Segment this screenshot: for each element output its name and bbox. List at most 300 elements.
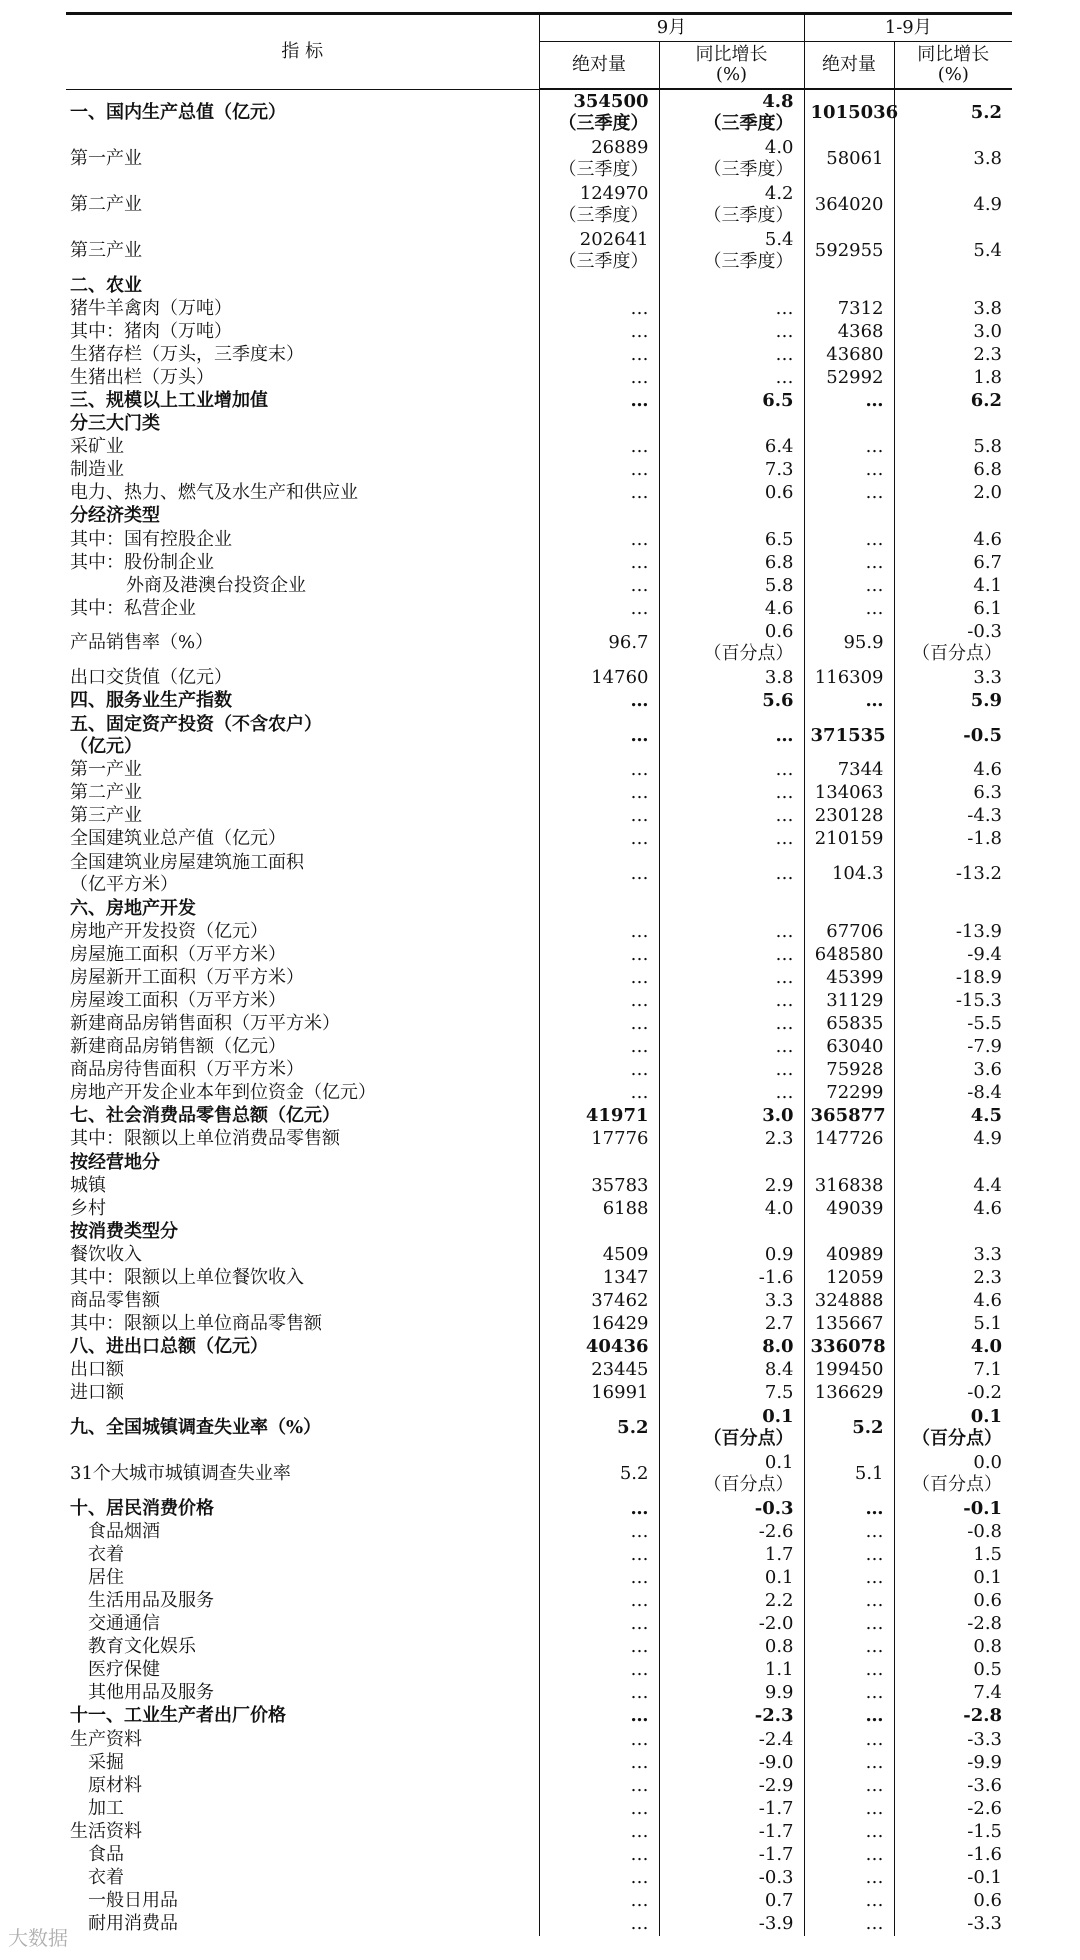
- ytd-absolute-cell: 43680: [804, 343, 894, 366]
- ytd-absolute-cell: [804, 505, 894, 528]
- ytd-absolute-cell: …: [804, 1613, 894, 1636]
- sep-yoy-cell: …: [659, 805, 804, 828]
- sep-absolute-cell: …: [539, 1082, 659, 1105]
- sep-absolute-cell: 37462: [539, 1290, 659, 1313]
- sep-yoy-cell: …: [659, 297, 804, 320]
- sep-absolute-cell: …: [539, 805, 659, 828]
- row-label: 城镇: [66, 1174, 539, 1197]
- table-row: [66, 136, 1012, 182]
- ytd-yoy-cell: -13.2: [955, 862, 1003, 884]
- ytd-absolute-cell: …: [804, 574, 894, 597]
- row-label: 原材料: [66, 1774, 539, 1797]
- table-row: [66, 1290, 1012, 1313]
- ytd-absolute-cell: …: [804, 436, 894, 459]
- sep-yoy-cell: 0.8: [659, 1636, 804, 1659]
- ytd-absolute-cell: …: [804, 1728, 894, 1751]
- sep-yoy-cell: 3.0: [659, 1105, 804, 1128]
- ytd-absolute-cell: …: [804, 1566, 894, 1589]
- table-row: [66, 943, 1012, 966]
- ytd-yoy-cell: 6.2: [970, 390, 1003, 412]
- sep-absolute-cell: …: [539, 1543, 659, 1566]
- ytd-absolute-cell: …: [804, 1636, 894, 1659]
- sep-yoy-cell: …: [659, 759, 804, 782]
- ytd-yoy-cell: 0.1: [973, 1566, 1003, 1588]
- row-label: 其中：限额以上单位餐饮收入: [66, 1266, 539, 1289]
- ytd-yoy-cell: 5.1: [973, 1313, 1003, 1335]
- table-row: [66, 1797, 1012, 1820]
- sep-yoy-cell: 0.7: [659, 1890, 804, 1913]
- sep-yoy-cell: -1.7: [659, 1843, 804, 1866]
- ytd-absolute-cell: 67706: [804, 920, 894, 943]
- row-label: 第一产业: [66, 136, 539, 182]
- ytd-yoy-cell: 4.9: [973, 1128, 1003, 1150]
- ytd-yoy-cell: 5.8: [973, 436, 1003, 458]
- sep-yoy-cell: -1.7: [659, 1820, 804, 1843]
- ytd-yoy-cell: 6.7: [973, 551, 1003, 573]
- sep-yoy-cell: …: [659, 1036, 804, 1059]
- sep-yoy-cell: -2.9: [659, 1774, 804, 1797]
- sep-absolute-cell: …: [539, 1682, 659, 1705]
- sep-yoy-cell: -2.3: [659, 1705, 804, 1728]
- ytd-yoy-cell: -9.4: [967, 943, 1003, 965]
- row-label: 采掘: [66, 1751, 539, 1774]
- ytd-yoy-cell: 3.3: [973, 1243, 1003, 1265]
- ytd-absolute-cell: 199450: [804, 1359, 894, 1382]
- ytd-absolute-cell: 135667: [804, 1313, 894, 1336]
- row-label: 二、农业: [66, 274, 539, 297]
- sep-absolute-cell: 5.2: [539, 1405, 659, 1451]
- ytd-absolute-cell: 324888: [804, 1290, 894, 1313]
- ytd-absolute-cell: …: [804, 1659, 894, 1682]
- sep-yoy-cell: -2.0: [659, 1613, 804, 1636]
- ytd-yoy-cell: -13.9: [955, 920, 1003, 942]
- ytd-absolute-cell: [804, 274, 894, 297]
- row-label: 产品销售率（%）: [66, 620, 539, 666]
- sep-absolute-cell: …: [539, 690, 659, 713]
- row-label: 其中：限额以上单位商品零售额: [66, 1313, 539, 1336]
- ytd-yoy-cell: -0.1: [963, 1497, 1003, 1519]
- sep-yoy-cell: -1.6: [659, 1266, 804, 1289]
- ytd-absolute-cell: 65835: [804, 1012, 894, 1035]
- table-row: [66, 1497, 1012, 1520]
- table-row: [66, 1036, 1012, 1059]
- ytd-yoy-cell: 0.8: [973, 1636, 1003, 1658]
- sep-yoy-cell: 4.0 （三季度）: [659, 136, 804, 182]
- row-label: 交通通信: [66, 1613, 539, 1636]
- sep-yoy-cell: …: [659, 920, 804, 943]
- ytd-absolute-cell: [804, 1151, 894, 1174]
- row-label: 其中：限额以上单位消费品零售额: [66, 1128, 539, 1151]
- sep-yoy-cell: 4.2 （三季度）: [659, 182, 804, 228]
- sep-yoy-cell: 4.8 （三季度）: [659, 89, 804, 136]
- ytd-absolute-cell: [804, 413, 894, 436]
- sep-absolute-cell: …: [539, 989, 659, 1012]
- sep-yoy-cell: …: [659, 782, 804, 805]
- table-row: [66, 505, 1012, 528]
- sep-yoy-cell: -1.7: [659, 1797, 804, 1820]
- sep-absolute-cell: …: [539, 1566, 659, 1589]
- ytd-yoy-cell: -3.3: [967, 1728, 1003, 1750]
- sep-yoy-cell: 4.0: [659, 1197, 804, 1220]
- table-row: [66, 1059, 1012, 1082]
- row-label: 其他用品及服务: [66, 1682, 539, 1705]
- table-row: [66, 1867, 1012, 1890]
- table-row: [66, 1820, 1012, 1843]
- sep-yoy-cell: 8.4: [659, 1359, 804, 1382]
- sep-absolute-cell: …: [539, 1520, 659, 1543]
- table-row: [66, 1543, 1012, 1566]
- ytd-yoy-cell: 2.0: [973, 482, 1003, 504]
- sep-yoy-cell: -2.4: [659, 1728, 804, 1751]
- table-row: [66, 1405, 1012, 1451]
- row-label: 第二产业: [66, 782, 539, 805]
- ytd-yoy-cell: 3.8: [973, 297, 1003, 319]
- ytd-yoy-cell: [894, 274, 1012, 297]
- ytd-absolute-cell: 5.1: [804, 1451, 894, 1497]
- ytd-yoy-cell: -15.3: [955, 989, 1003, 1011]
- sep-absolute-cell: 14760: [539, 666, 659, 689]
- row-label: 生产资料: [66, 1728, 539, 1751]
- sep-absolute-cell: …: [539, 1890, 659, 1913]
- ytd-yoy-cell: -0.1: [967, 1867, 1003, 1889]
- row-label: 按消费类型分: [66, 1220, 539, 1243]
- ytd-absolute-cell: 95.9: [804, 620, 894, 666]
- table-row: [66, 413, 1012, 436]
- table-row: [66, 1105, 1012, 1128]
- sep-yoy-cell: …: [659, 1082, 804, 1105]
- ytd-absolute-cell: 336078: [804, 1336, 894, 1359]
- sep-absolute-cell: …: [539, 574, 659, 597]
- ytd-absolute-cell: 136629: [804, 1382, 894, 1405]
- table-row: [66, 1751, 1012, 1774]
- table-row: [66, 851, 1012, 897]
- sep-yoy-cell: [659, 1151, 804, 1174]
- table-row: [66, 297, 1012, 320]
- table-row: [66, 1451, 1012, 1497]
- table-row: [66, 274, 1012, 297]
- table-row: [66, 1128, 1012, 1151]
- table-row: [66, 1613, 1012, 1636]
- jan-sep-header: 1-9月: [804, 14, 1012, 42]
- table-row: [66, 713, 1012, 759]
- sep-yoy-cell: 3.8: [659, 666, 804, 689]
- table-row: [66, 528, 1012, 551]
- sep-yoy-cell: 5.6: [659, 690, 804, 713]
- table-row: [66, 1243, 1012, 1266]
- sep-yoy-cell: 6.8: [659, 551, 804, 574]
- sep-absolute-cell: …: [539, 1497, 659, 1520]
- table-row: [66, 828, 1012, 851]
- row-label: 其中：国有控股企业: [66, 528, 539, 551]
- ytd-absolute-cell: …: [804, 551, 894, 574]
- table-row: [66, 551, 1012, 574]
- table-row: [66, 1636, 1012, 1659]
- sep-absolute-cell: …: [539, 943, 659, 966]
- table-row: [66, 782, 1012, 805]
- sep-absolute-cell: 16429: [539, 1313, 659, 1336]
- row-label: 七、社会消费品零售总额（亿元）: [66, 1105, 539, 1128]
- ytd-absolute-cell: 104.3: [804, 851, 894, 897]
- sep-absolute-cell: [539, 897, 659, 920]
- ytd-absolute-cell: …: [804, 1520, 894, 1543]
- row-label: 分三大门类: [66, 413, 539, 436]
- ytd-absolute-cell: 75928: [804, 1059, 894, 1082]
- sep-yoy-cell: 8.0: [659, 1336, 804, 1359]
- ytd-absolute-cell: 7344: [804, 759, 894, 782]
- ytd-absolute-cell: …: [804, 1913, 894, 1936]
- sep-absolute-cell: …: [539, 597, 659, 620]
- sep-absolute-cell: 41971: [539, 1105, 659, 1128]
- ytd-absolute-cell: 5.2: [804, 1405, 894, 1451]
- ytd-absolute-cell: 147726: [804, 1128, 894, 1151]
- ytd-absolute-cell: …: [804, 597, 894, 620]
- row-label: 四、服务业生产指数: [66, 690, 539, 713]
- sep-yoy-cell: 6.5: [659, 389, 804, 412]
- ytd-yoy-cell: -0.2: [967, 1382, 1003, 1404]
- table-row: [66, 690, 1012, 713]
- ytd-yoy-cell: 3.0: [973, 320, 1003, 342]
- sep-absolute-cell: …: [539, 1774, 659, 1797]
- sep-absolute-cell: …: [539, 713, 659, 759]
- ytd-absolute-cell: …: [804, 1843, 894, 1866]
- statistics-table-container: [66, 12, 1012, 1936]
- table-row: [66, 1659, 1012, 1682]
- sep-absolute-cell: …: [539, 1659, 659, 1682]
- table-row: [66, 1082, 1012, 1105]
- table-row: [66, 459, 1012, 482]
- sep-yoy-cell: 3.3: [659, 1290, 804, 1313]
- ytd-absolute-cell: 648580: [804, 943, 894, 966]
- row-label: 三、规模以上工业增加值: [66, 389, 539, 412]
- table-row: [66, 1589, 1012, 1612]
- row-label: 食品: [66, 1843, 539, 1866]
- table-row: [66, 320, 1012, 343]
- row-label: 乡村: [66, 1197, 539, 1220]
- row-label: 房屋竣工面积（万平方米）: [66, 989, 539, 1012]
- table-row: [66, 1197, 1012, 1220]
- row-label: 采矿业: [66, 436, 539, 459]
- ytd-absolute-cell: 72299: [804, 1082, 894, 1105]
- ytd-yoy-cell: 0.6: [973, 1890, 1003, 1912]
- sep-yoy-cell: 0.1 （百分点）: [659, 1405, 804, 1451]
- ytd-yoy-cell: -1.8: [967, 828, 1003, 850]
- row-label: 31个大城市城镇调查失业率: [66, 1451, 539, 1497]
- table-row: [66, 1566, 1012, 1589]
- sep-yoy-cell: [659, 1220, 804, 1243]
- sep-yoy-cell: …: [659, 320, 804, 343]
- row-label: 一、国内生产总值（亿元）: [66, 89, 539, 136]
- row-label: 房屋施工面积（万平方米）: [66, 943, 539, 966]
- ytd-yoy-cell: 4.0: [970, 1336, 1003, 1358]
- ytd-absolute-cell: 365877: [804, 1105, 894, 1128]
- row-label: 其中：股份制企业: [66, 551, 539, 574]
- ytd-yoy-cell: -4.3: [967, 805, 1003, 827]
- table-row: [66, 1313, 1012, 1336]
- sep-yoy-cell: 0.1: [659, 1566, 804, 1589]
- ytd-absolute-cell: …: [804, 1774, 894, 1797]
- sep-absolute-cell: 16991: [539, 1382, 659, 1405]
- table-row: [66, 620, 1012, 666]
- statistics-table: [66, 12, 1012, 1936]
- ytd-yoy-cell: 5.2: [970, 102, 1003, 123]
- row-label: 商品房待售面积（万平方米）: [66, 1059, 539, 1082]
- ytd-absolute-cell: …: [804, 1820, 894, 1843]
- row-label: 十、居民消费价格: [66, 1497, 539, 1520]
- table-row: [66, 1220, 1012, 1243]
- row-label: 生猪出栏（万头）: [66, 366, 539, 389]
- table-row: [66, 1266, 1012, 1289]
- ytd-absolute-cell: 210159: [804, 828, 894, 851]
- table-row: [66, 343, 1012, 366]
- row-label: 出口额: [66, 1359, 539, 1382]
- ytd-yoy-cell: 3.3: [973, 666, 1003, 688]
- table-row: [66, 1843, 1012, 1866]
- ytd-yoy-cell: -3.3: [967, 1913, 1003, 1935]
- sep-yoy-cell: -0.3: [659, 1867, 804, 1890]
- sep-absolute-cell: …: [539, 343, 659, 366]
- ytd-absolute-cell: 1015036: [804, 89, 894, 136]
- sep-absolute-cell: …: [539, 297, 659, 320]
- sep-absolute-cell: …: [539, 1059, 659, 1082]
- table-row: [66, 1890, 1012, 1913]
- ytd-yoy-cell: -7.9: [967, 1036, 1003, 1058]
- sep-yoy-cell: 5.4 （三季度）: [659, 228, 804, 274]
- ytd-yoy-cell: 1.5: [973, 1543, 1003, 1565]
- sep-yoy-cell: 2.9: [659, 1174, 804, 1197]
- sep-yoy-cell: 9.9: [659, 1682, 804, 1705]
- sep-yoy-cell: [659, 897, 804, 920]
- row-label: 房地产开发企业本年到位资金（亿元）: [66, 1082, 539, 1105]
- ytd-absolute-cell: 12059: [804, 1266, 894, 1289]
- ytd-yoy-cell: [894, 1151, 1012, 1174]
- sep-yoy-cell: 7.5: [659, 1382, 804, 1405]
- sep-absolute-cell: [539, 1151, 659, 1174]
- sep-absolute-cell: …: [539, 1751, 659, 1774]
- ytd-yoy-cell: 3.8: [973, 148, 1003, 169]
- ytd-absolute-cell: …: [804, 1867, 894, 1890]
- row-label: 出口交货值（亿元）: [66, 666, 539, 689]
- sep-absolute-cell: …: [539, 1867, 659, 1890]
- sep-absolute-cell: …: [539, 920, 659, 943]
- ytd-absolute-cell: 364020: [804, 182, 894, 228]
- row-label: 新建商品房销售额（亿元）: [66, 1036, 539, 1059]
- row-label: 分经济类型: [66, 505, 539, 528]
- sep-yoy-cell: 0.6: [659, 482, 804, 505]
- ytd-absolute-cell: …: [804, 1751, 894, 1774]
- table-row: [66, 1774, 1012, 1797]
- sep-absolute-cell: …: [539, 389, 659, 412]
- ytd-absolute-cell: …: [804, 389, 894, 412]
- sep-yoy-cell: 6.5: [659, 528, 804, 551]
- sep-absolute-header: 绝对量: [539, 42, 659, 90]
- ytd-yoy-cell: 2.3: [973, 343, 1003, 365]
- table-row: [66, 228, 1012, 274]
- sep-absolute-cell: 40436: [539, 1336, 659, 1359]
- row-label: 耐用消费品: [66, 1913, 539, 1936]
- row-label: 衣着: [66, 1867, 539, 1890]
- ytd-yoy-cell: 4.4: [973, 1174, 1003, 1196]
- row-label: 九、全国城镇调查失业率（%）: [66, 1405, 539, 1451]
- ytd-yoy-cell: 5.4: [973, 240, 1003, 261]
- sep-yoy-cell: -9.0: [659, 1751, 804, 1774]
- table-row: [66, 1705, 1012, 1728]
- table-row: [66, 1151, 1012, 1174]
- table-body: [66, 89, 1012, 1936]
- ytd-absolute-cell: …: [804, 1589, 894, 1612]
- sep-yoy-cell: …: [659, 366, 804, 389]
- sep-yoy-cell: 0.6 （百分点）: [659, 620, 804, 666]
- table-row: [66, 897, 1012, 920]
- table-row: [66, 366, 1012, 389]
- ytd-yoy-cell: -0.3 （百分点）: [912, 621, 1003, 665]
- row-label: 外商及港澳台投资企业: [66, 574, 539, 597]
- ytd-absolute-cell: [804, 1220, 894, 1243]
- sep-absolute-cell: 202641 （三季度）: [539, 228, 659, 274]
- sep-yoy-cell: -3.9: [659, 1913, 804, 1936]
- ytd-yoy-cell: 6.1: [973, 597, 1003, 619]
- ytd-absolute-cell: …: [804, 528, 894, 551]
- sep-absolute-cell: …: [539, 366, 659, 389]
- sep-yoy-cell: …: [659, 1059, 804, 1082]
- sep-absolute-cell: …: [539, 1589, 659, 1612]
- row-label: 生活用品及服务: [66, 1589, 539, 1612]
- sep-absolute-cell: …: [539, 782, 659, 805]
- row-label: 其中：私营企业: [66, 597, 539, 620]
- table-row: [66, 966, 1012, 989]
- sep-yoy-cell: …: [659, 966, 804, 989]
- sep-yoy-cell: …: [659, 1012, 804, 1035]
- row-label: 第三产业: [66, 228, 539, 274]
- row-label: 餐饮收入: [66, 1243, 539, 1266]
- row-label: 房地产开发投资（亿元）: [66, 920, 539, 943]
- sep-yoy-cell: -2.6: [659, 1520, 804, 1543]
- sep-absolute-cell: 124970 （三季度）: [539, 182, 659, 228]
- sep-absolute-cell: 1347: [539, 1266, 659, 1289]
- sep-absolute-cell: …: [539, 1820, 659, 1843]
- row-label: 第二产业: [66, 182, 539, 228]
- sep-absolute-cell: …: [539, 1797, 659, 1820]
- ytd-yoy-cell: -2.6: [967, 1797, 1003, 1819]
- row-label: 商品零售额: [66, 1290, 539, 1313]
- ytd-absolute-cell: …: [804, 1682, 894, 1705]
- ytd-absolute-cell: …: [804, 482, 894, 505]
- sep-yoy-cell: [659, 413, 804, 436]
- sep-yoy-cell: 0.1 （百分点）: [659, 1451, 804, 1497]
- row-label: 全国建筑业房屋建筑施工面积 （亿平方米）: [66, 851, 539, 897]
- row-label: 其中：猪肉（万吨）: [66, 320, 539, 343]
- row-label: 生猪存栏（万头，三季度末）: [66, 343, 539, 366]
- sep-absolute-cell: …: [539, 482, 659, 505]
- sep-absolute-cell: …: [539, 1728, 659, 1751]
- table-row: [66, 574, 1012, 597]
- sep-yoy-cell: -0.3: [659, 1497, 804, 1520]
- ytd-yoy-cell: 4.5: [970, 1105, 1003, 1127]
- ytd-yoy-cell: 4.6: [973, 1197, 1003, 1219]
- ytd-yoy-cell: -0.8: [967, 1520, 1003, 1542]
- row-label: 医疗保健: [66, 1659, 539, 1682]
- ytd-absolute-cell: …: [804, 459, 894, 482]
- row-label: 第一产业: [66, 759, 539, 782]
- sep-yoy-cell: …: [659, 989, 804, 1012]
- sep-yoy-cell: …: [659, 713, 804, 759]
- ytd-absolute-cell: 45399: [804, 966, 894, 989]
- sep-absolute-cell: 6188: [539, 1197, 659, 1220]
- row-label: 新建商品房销售面积（万平方米）: [66, 1012, 539, 1035]
- sep-absolute-cell: …: [539, 828, 659, 851]
- ytd-yoy-cell: 1.8: [973, 366, 1003, 388]
- ytd-yoy-cell: 4.6: [973, 528, 1003, 550]
- ytd-yoy-cell: -9.9: [967, 1751, 1003, 1773]
